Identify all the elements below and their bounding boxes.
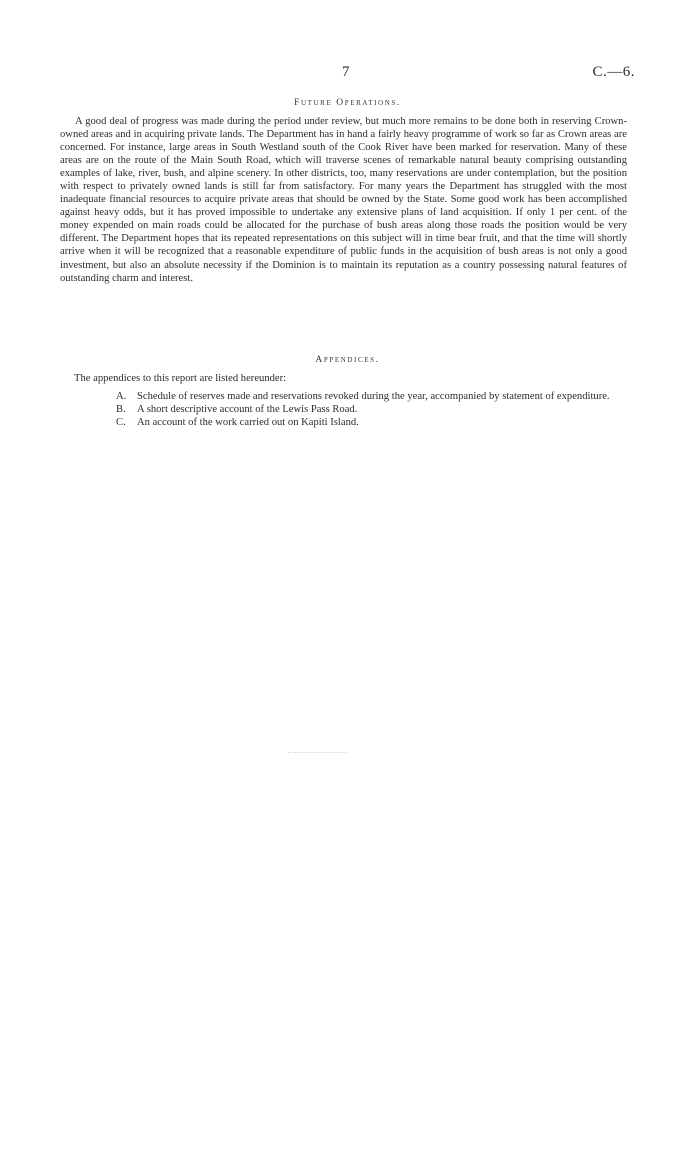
future-operations-paragraph: A good deal of progress was made during the period under review, but much more remains to be done both in reserving Crown-owned areas and in acquiring private lands. The Department has in hand a fairly heavy programme of work so far as Crown areas are concerned. For instance, large areas in South Westland south of the Cook River have been marked for reservation. Many of these areas are on the route of the Main South Road, which will traverse scenes of remarkable natural beauty comprising outstanding examples of lake, river, bush, and alpine scenery. In other districts, too, many reservations are under contemplation, but the position with respect to privately owned lands is still far from satisfactory. For many years the Department has struggled with the most inadequate financial resources to acquire private areas that should be owned by the State. Some good work has been accomplished against heavy odds, but it has proved impossible to undertake any extensive plans of land acquisition. If only 1 per cent. of the money expended on main roads could be allocated for the purchase of bush areas along those roads the position would be very different. The Department hopes that its repeated representations on this subject will in time bear fruit, and that the time will shortly arrive when it will be recognized that a reasonable expenditure of public funds in the acquisition of bush areas is not only a good investment, but also an absolute necessity if the Dominion is to maintain its reputation as a country possessing natural features of outstanding charm and interest. (60, 116, 627, 284)
appendix-letter: C. (116, 417, 126, 429)
faint-divider (288, 752, 348, 753)
appendix-item-a (116, 390, 627, 403)
document-code: C.—6. (592, 64, 635, 80)
appendices-intro: The appendices to this report are listed hereunder: (74, 373, 287, 384)
future-operations-heading: Future Operations. (294, 98, 401, 108)
page-number: 7 (342, 64, 350, 80)
appendix-item-b (116, 403, 627, 416)
appendix-text: Schedule of reserves made and reservations revoked during the year, accompanied by statement of expenditure. (137, 391, 610, 402)
appendices-heading: Appendices. (315, 355, 380, 365)
appendix-item-c (116, 416, 627, 429)
appendix-text: A short descriptive account of the Lewis Pass Road. (137, 404, 358, 416)
page-header (60, 64, 635, 84)
appendix-list (116, 390, 627, 429)
appendix-letter: B. (116, 404, 126, 416)
appendix-text: An account of the work carried out on Kapiti Island. (137, 417, 359, 429)
appendix-letter: A. (116, 391, 127, 402)
